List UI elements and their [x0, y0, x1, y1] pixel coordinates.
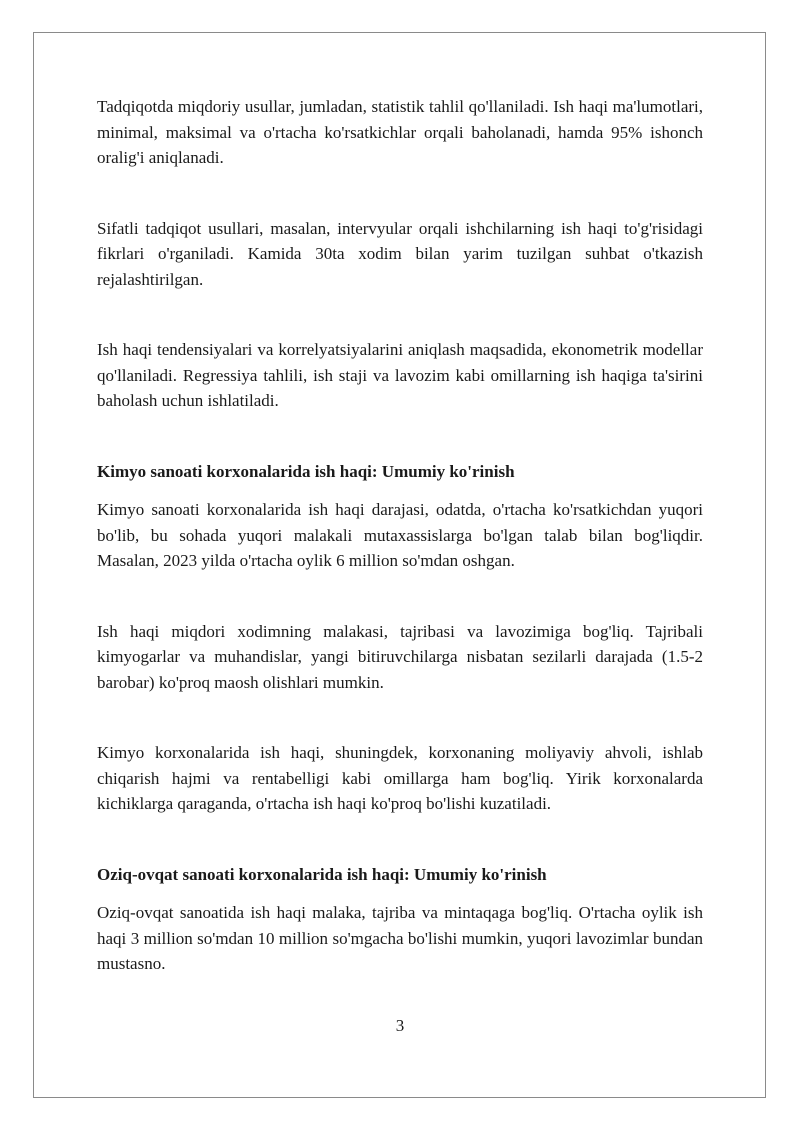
paragraph-chemical-wage-level: Kimyo sanoati korxonalarida ish haqi darajasi, odatda, o'rtacha ko'rsatkichdan yuqori bo'lib, bu sohada yuqori malakali mutaxassislarga bo'lgan talab bilan bog'liqdir. Masalan, 2023 yilda o'rtacha oylik 6 million so'mdan oshgan.: [97, 500, 703, 570]
paragraph-food-industry-wages: Oziq-ovqat sanoatida ish haqi malaka, tajriba va mintaqaga bog'liq. O'rtacha oylik ish haqi 3 million so'mdan 10 million so'mgacha bo'lishi mumkin, yuqori lavozimlar bundan mustasno.: [97, 903, 703, 973]
page-number: 3: [395, 1016, 405, 1035]
paragraph-qualitative-methods: Sifatli tadqiqot usullari, masalan, intervyular orqali ishchilarning ish haqi to'g'risidagi fikrlari o'rganiladi. Kamida 30ta xodim bilan yarim tuzilgan suhbat o'tkazish rejalashtirilgan.: [97, 218, 703, 289]
section-heading-food-industry: Oziq-ovqat sanoati korxonalarida ish haqi: Umumiy ko'rinish: [97, 864, 547, 884]
paragraph-econometric-models: Ish haqi tendensiyalari va korrelyatsiyalarini aniqlash maqsadida, ekonometrik modellar qo'llaniladi. Regressiya tahlili, ish staji va lavozim kabi omillarning ish haqiga ta'sirini baholash uchun ishlatiladi.: [97, 340, 703, 410]
paragraph-chemical-wage-factors: Ish haqi miqdori xodimning malakasi, tajribasi va lavozimiga bog'liq. Tajribali kimyogarlar va muhandislar, yangi bitiruvchilarga nisbatan sezilarli darajada (1.5-2 barobar) ko'proq maosh olishlari mumkin.: [97, 621, 703, 692]
paragraph-quantitative-methods: Tadqiqotda miqdoriy usullar, jumladan, statistik tahlil qo'llaniladi. Ish haqi ma'lumotlari, minimal, maksimal va o'rtacha ko'rsatkichlar orqali baholanadi, hamda 95% ishonch oralig'i aniqlanadi.: [97, 97, 703, 167]
paragraph-chemical-enterprise-factors: Kimyo korxonalarida ish haqi, shuningdek, korxonaning moliyaviy ahvoli, ishlab chiqarish hajmi va rentabelligi kabi omillarga ham bog'liq. Yirik korxonalarda kichiklarga qaraganda, o'rtacha ish haqi ko'proq bo'lishi kuzatiladi.: [97, 743, 703, 813]
page-content: [97, 94, 703, 977]
section-heading-chemical-industry: Kimyo sanoati korxonalarida ish haqi: Umumiy ko'rinish: [97, 461, 515, 481]
